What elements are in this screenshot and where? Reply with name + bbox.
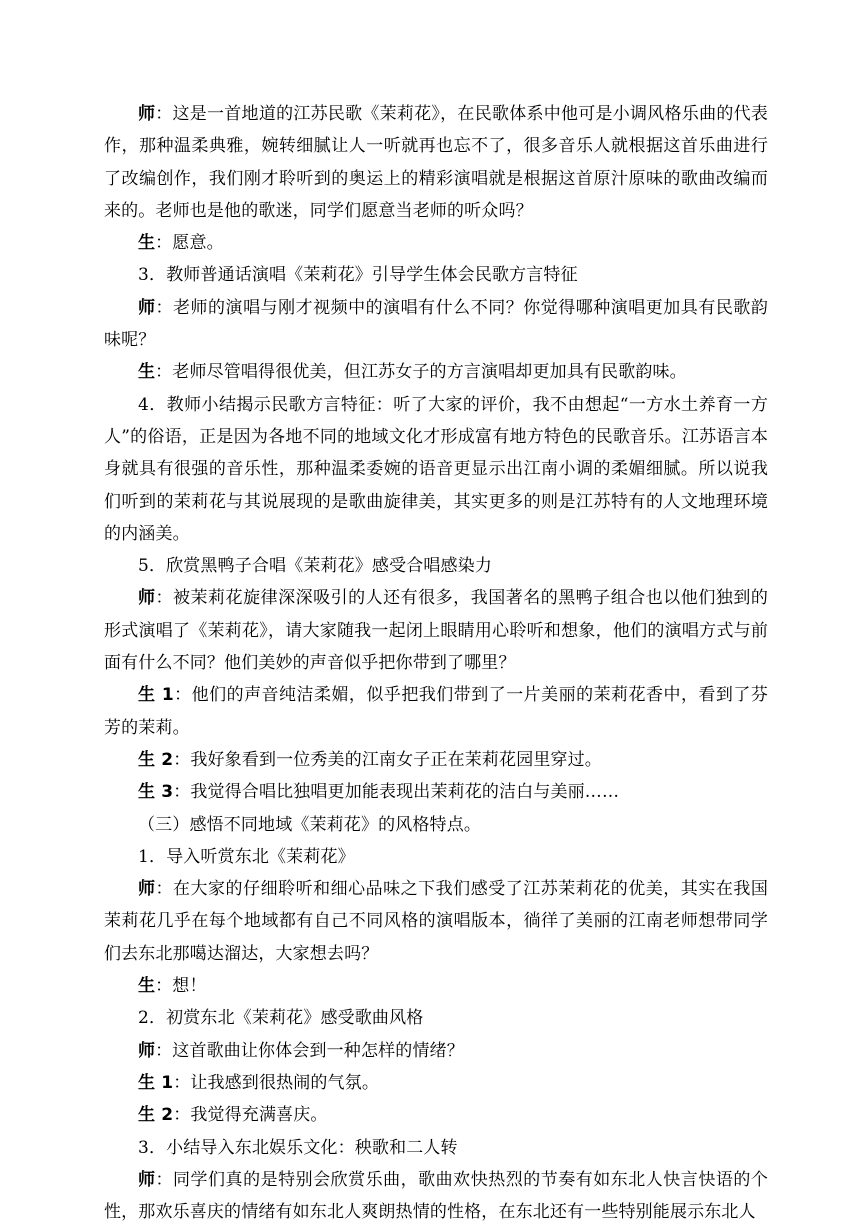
paragraph-text: ：同学们真的是特别会欣赏乐曲，歌曲欢快热烈的节奏有如东北人快言快语的个性，那欢乐喜庆的情绪有如东北人爽朗热情的性格，在东北还有一些特别能展示东北人 — [104, 1169, 768, 1223]
paragraph-text: （三）感悟不同地域《茉莉花》的风格特点。 — [138, 814, 481, 835]
section-step — [104, 389, 768, 550]
paragraph-text: ：这是一首地道的江苏民歌《茉莉花》，在民歌体系中他可是小调风格乐曲的代表作，那种温柔典雅，婉转细腻让人一听就再也忘不了，很多音乐人就根据这首乐曲进行了改编创作，我们刚才聆听到的奥运上的精彩演唱就是根据这首原汁原味的歌曲改编而来的。老师也是他的歌迷，同学们愿意当老师的听众吗？ — [104, 104, 768, 221]
paragraph-text: ：老师的演唱与刚才视频中的演唱有什么不同？你觉得哪种演唱更加具有民歌韵味呢？ — [104, 297, 768, 351]
speaker-label: 师 — [138, 1169, 156, 1190]
paragraph-text: 3．小结导入东北娱乐文化：秧歌和二人转 — [138, 1137, 458, 1158]
speaker-label: 生 — [138, 976, 156, 997]
paragraph — [104, 1067, 768, 1099]
paragraph-text: ：让我感到很热闹的气氛。 — [173, 1072, 380, 1093]
paragraph — [104, 679, 768, 744]
speaker-label: 生 — [138, 362, 156, 383]
section-step — [104, 1132, 768, 1164]
paragraph-text: 3．教师普通话演唱《茉莉花》引导学生体会民歌方言特征 — [138, 265, 578, 286]
paragraph — [104, 873, 768, 970]
speaker-label: 生 1 — [138, 685, 174, 706]
paragraph — [104, 1164, 768, 1228]
paragraph — [104, 1035, 768, 1067]
speaker-label: 生 2 — [138, 1105, 174, 1126]
paragraph-text: ：我觉得合唱比独唱更加能表现出茉莉花的洁白与美丽…… — [173, 782, 620, 803]
paragraph — [104, 227, 768, 259]
section-step — [104, 259, 768, 291]
paragraph-text: ：想！ — [155, 976, 207, 997]
paragraph-text: ：老师尽管唱得很优美，但江苏女子的方言演唱却更加具有民歌韵味。 — [155, 362, 687, 383]
paragraph — [104, 1099, 768, 1131]
speaker-label: 师 — [138, 297, 156, 318]
paragraph — [104, 776, 768, 808]
section-heading — [104, 809, 768, 841]
speaker-label: 生 — [138, 233, 156, 254]
paragraph — [104, 970, 768, 1002]
paragraph-text: 1．导入听赏东北《茉莉花》 — [138, 846, 355, 867]
speaker-label: 生 2 — [138, 749, 174, 770]
paragraph-text: ：愿意。 — [155, 233, 224, 254]
paragraph — [104, 292, 768, 357]
speaker-label: 师 — [138, 1040, 156, 1061]
speaker-label: 师 — [138, 879, 156, 900]
paragraph-text: ：他们的声音纯洁柔媚，似乎把我们带到了一片美丽的茉莉花香中，看到了芬芳的茉莉。 — [104, 685, 768, 738]
paragraph-text: ：被茉莉花旋律深深吸引的人还有很多，我国著名的黑鸭子组合也以他们独到的形式演唱了《茉莉花》，请大家随我一起闭上眼睛用心聆听和想象，他们的演唱方式与前面有什么不同？他们美妙的声音似乎把你带到了哪里？ — [104, 588, 768, 674]
speaker-label: 生 3 — [138, 782, 174, 803]
paragraph-text: ：我好象看到一位秀美的江南女子正在茉莉花园里穿过。 — [173, 749, 602, 770]
paragraph — [104, 744, 768, 776]
paragraph-text: 2．初赏东北《茉莉花》感受歌曲风格 — [138, 1008, 424, 1029]
section-step — [104, 550, 768, 582]
section-step — [104, 841, 768, 873]
speaker-label: 生 1 — [138, 1072, 174, 1093]
speaker-label: 师 — [138, 588, 156, 609]
paragraph — [104, 582, 768, 679]
section-step — [104, 1002, 768, 1034]
paragraph — [104, 356, 768, 388]
paragraph — [104, 98, 768, 227]
speaker-label: 师 — [138, 104, 156, 124]
paragraph-text: 4．教师小结揭示民歌方言特征：听了大家的评价，我不由想起“一方水土养育一方人”的俗语，正是因为各地不同的地域文化才形成富有地方特色的民歌音乐。江苏语言本身就具有很强的音乐性，那种温柔委婉的语音更显示出江南小调的柔媚细腻。所以说我们听到的茉莉花与其说展现的是歌曲旋律美，其实更多的则是江苏特有的人文地理环境的内涵美。 — [104, 394, 768, 544]
paragraph-text: ：在大家的仔细聆听和细心品味之下我们感受了江苏茉莉花的优美，其实在我国茉莉花几乎在每个地域都有自己不同风格的演唱版本，徜徉了美丽的江南老师想带同学们去东北那噶达溜达，大家想去吗？ — [104, 879, 768, 964]
document-page — [104, 98, 768, 1228]
paragraph-text: 5．欣赏黑鸭子合唱《茉莉花》感受合唱感染力 — [138, 556, 492, 577]
paragraph-text: ：这首歌曲让你体会到一种怎样的情绪？ — [155, 1040, 464, 1061]
paragraph-text: ：我觉得充满喜庆。 — [173, 1105, 328, 1126]
